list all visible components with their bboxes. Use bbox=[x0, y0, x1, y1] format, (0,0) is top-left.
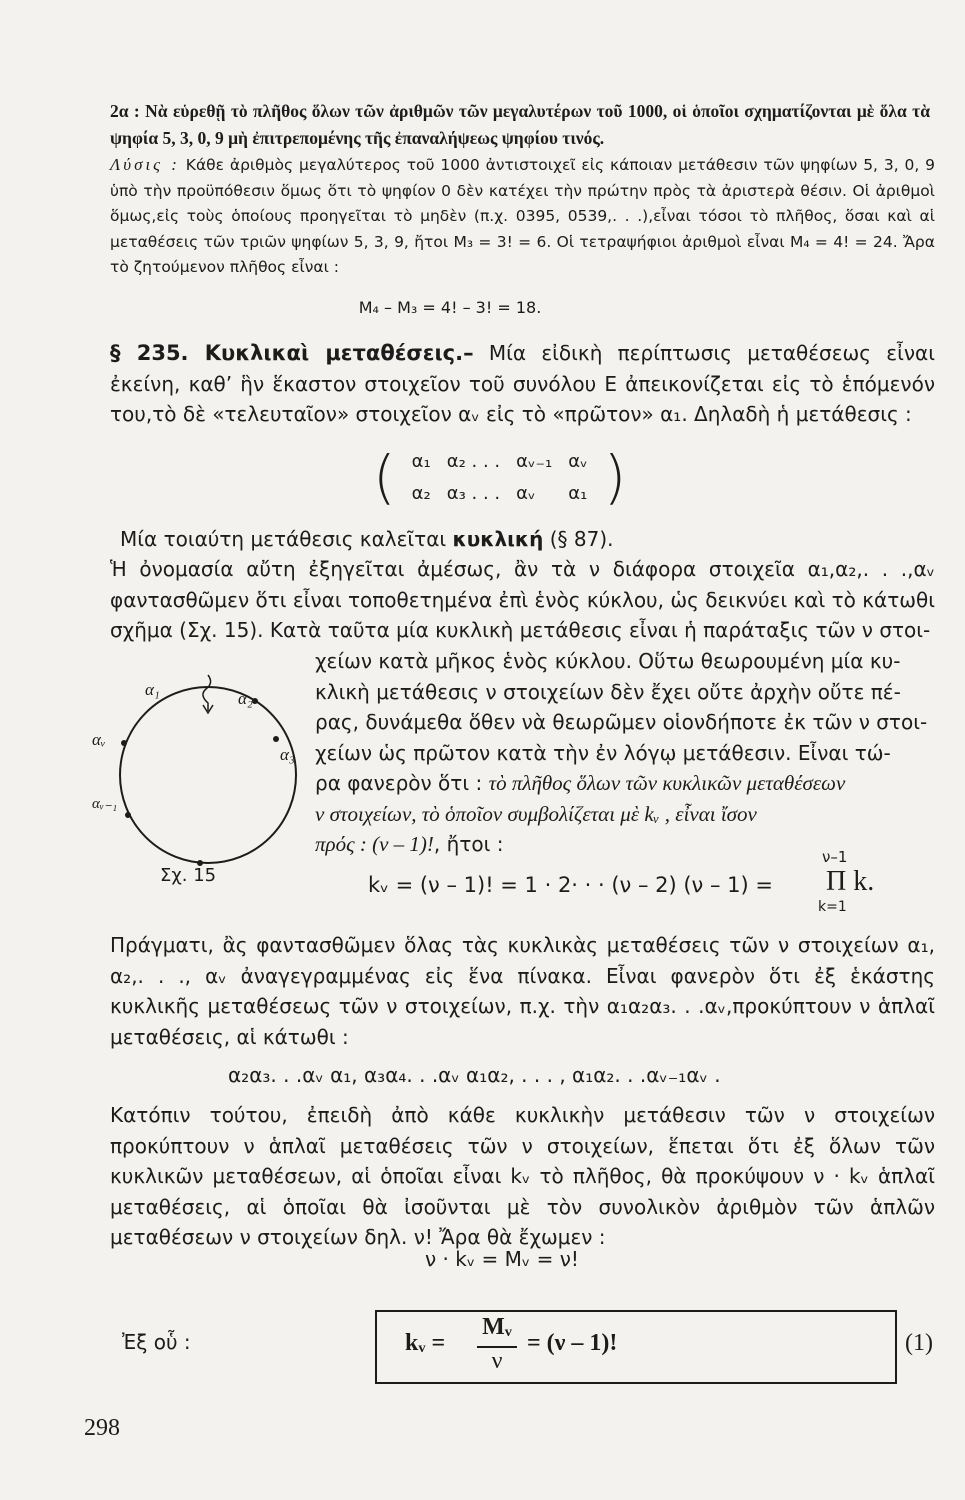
label-av: αᵥ bbox=[92, 730, 106, 749]
wrapped-text: χείων κατὰ μῆκος ἑνὸς κύκλου. Οὕτω θεωρουμένη μία κυ- κλικὴ μετάθεσις ν στοιχείων δὲν ἔχει οὔτε ἀρχὴν οὔτε πέ- ρας, δυνάμεθα ὅθεν νὰ θεωρῶμεν οἱονδήποτε ἐκ τῶν ν στοι- χείων ὡς πρῶτον κατὰ τὴν ἐν λόγῳ μετάθεσιν. Εἶναι τώ- ρα φανερὸν ὅτι : τὸ πλῆθος ὅλων τῶν κυκλικῶν μεταθέσεων ν στοιχείων, τὸ ὁποῖον συμβολίζεται μὲ kᵥ , εἶναι ἴσον πρός : (ν – 1)!, ἤτοι : bbox=[315, 649, 928, 856]
boxed-formula bbox=[375, 1310, 897, 1384]
list-equation: α₂α₃. . .αᵥ α₁, α₃α₄. . .αᵥ α₁α₂, . . . , α₁α₂. . .αᵥ₋₁αᵥ . bbox=[228, 1063, 721, 1087]
final-denominator: ν bbox=[491, 1348, 503, 1374]
matrix-cell: α₁ bbox=[568, 482, 588, 504]
definition-line: Μία τοιαύτη μετάθεσις καλεῖται κυκλική (§ 87). bbox=[120, 527, 614, 551]
left-paren: ( bbox=[373, 443, 396, 511]
final-lhs: kᵥ = bbox=[405, 1330, 446, 1356]
label-a3: α₃ bbox=[280, 745, 295, 764]
matrix-cell: α₃ . . . bbox=[446, 482, 501, 504]
section-intro: Μία εἰδικὴ περίπτωσις μεταθέσεως εἶναι ἐκείνη, καθ’ ἣν ἕκαστον στοιχεῖον τοῦ συνόλου E ἀπεικονίζεται εἰς τὸ ἑπόμενόν του,τὸ δὲ «τελευταῖον» στοιχεῖον αᵥ εἰς τὸ «πρῶτον» α₁. Δηλαδὴ ἡ μετάθεσις : bbox=[110, 341, 935, 426]
label-av-1: αᵥ₋₁ bbox=[92, 796, 118, 812]
permutation-matrix bbox=[365, 445, 634, 509]
naming-paragraph: Ἡ ὀνομασία αὔτη ἐξηγεῖται ἀμέσως, ἂν τὰ ν διάφορα στοιχεῖα α₁,α₂,. . .,αᵥ φαντασθῶμεν ὅτι εἶναι τοποθετημένα ἐπὶ ἑνὸς κύκλου, ὡς δεικνύει καὶ τὸ κάτωθι σχῆμα (Σχ. 15). Κατὰ ταῦτα μία κυκλικὴ μετάθεσις εἶναι ἡ παράταξις τῶν ν στοι- bbox=[110, 557, 935, 642]
solution-label: Λύσις : bbox=[110, 155, 180, 174]
figure-point bbox=[252, 698, 258, 704]
solution-paragraph bbox=[110, 152, 935, 281]
exercise-label: 2α : bbox=[110, 101, 140, 121]
proof-paragraph: Πράγματι, ἂς φαντασθῶμεν ὅλας τὰς κυκλικὰς μεταθέσεις τῶν ν στοιχείων α₁, α₂,. . ., αᵥ ἀναγεγραμμένας εἰς ἕνα πίνακα. Εἶναι φανερὸν ὅτι ἐξ ἑκάστης κυκλικῆς μεταθέσεως τῶν ν στοιχείων, π.χ. τὴν α₁α₂α₃. . .αᵥ,προκύπτουν ν ἁπλαῖ μεταθέσεις, αἱ κάτωθι : bbox=[110, 933, 935, 1049]
equation-number: (1) bbox=[905, 1330, 933, 1356]
count-paragraph: Κατόπιν τούτου, ἐπειδὴ ἀπὸ κάθε κυκλικὴν μετάθεσιν τῶν ν στοιχείων προκύπτουν ν ἁπλαῖ μεταθέσεις τῶν ν στοιχείων, ἕπεται ὅτι ἐξ ὅλων τῶν κυκλικῶν μεταθέσεων, αἱ ὁποῖαι εἶναι kᵥ τὸ πλῆθος, θὰ προκύψουν ν · kᵥ ἁπλαῖ μεταθέσεις, αἱ ὁποῖαι θὰ ἰσοῦνται μὲ τὸν συνολικὸν ἀριθμὸν τῶν ἁπλῶν μεταθέσεων ν στοιχείων δηλ. ν! Ἄρα θὰ ἔχωμεν : bbox=[110, 1103, 935, 1249]
matrix-cell: α₂ bbox=[411, 482, 431, 504]
matrix-cell: α₁ bbox=[411, 450, 431, 472]
final-prefix: Ἐξ οὗ : bbox=[122, 1330, 191, 1354]
matrix-cell: αᵥ₋₁ bbox=[516, 450, 553, 472]
figure-point bbox=[121, 740, 127, 746]
figure-point bbox=[273, 736, 279, 742]
matrix-cell: α₂ . . . bbox=[446, 450, 501, 472]
product-symbol: Π k. bbox=[826, 866, 875, 897]
nk-equation: ν · kᵥ = Mᵥ = ν! bbox=[425, 1247, 579, 1271]
section-235 bbox=[110, 338, 935, 430]
k-formula: kᵥ = (ν – 1)! = 1 · 2· · · (ν – 2) (ν – 1) = bbox=[368, 873, 773, 897]
matrix-cell: αᵥ bbox=[516, 482, 536, 504]
theorem-text: τὸ πλῆθος ὅλων τῶν κυκλικῶν μεταθέσεων bbox=[488, 771, 846, 795]
product-lower: k=1 bbox=[818, 899, 847, 915]
exercise-heading bbox=[110, 98, 930, 152]
final-rhs: = (ν – 1)! bbox=[527, 1330, 618, 1356]
section-title: § 235. Κυκλικαὶ μεταθέσεις.– bbox=[110, 341, 474, 365]
label-a1: α₁ bbox=[145, 680, 160, 699]
matrix-cell: αᵥ bbox=[568, 450, 588, 472]
label-a2: α₂ bbox=[238, 689, 253, 708]
exercise-text: Νὰ εὑρεθῇ τὸ πλῆθος ὅλων τῶν ἀριθμῶν τῶν μεγαλυτέρων τοῦ 1000, οἱ ὁποῖοι σχηματίζονται μὲ ὅλα τὰ ψηφία 5, 3, 0, 9 μὴ ἐπιτρεπομένης τῆς ἐπαναλήψεως ψηφίου τινός. bbox=[110, 101, 931, 148]
figure-point bbox=[125, 812, 131, 818]
product-upper: ν–1 bbox=[822, 848, 848, 866]
cycle-figure bbox=[92, 665, 300, 895]
solution-text: Κάθε ἀριθμὸς μεγαλύτερος τοῦ 1000 ἀντιστοιχεῖ εἰς κάποιαν μετάθεσιν τῶν ψηφίων 5, 3, 0, 9 ὑπὸ τὴν προϋπόθεσιν ὅμως ὅτι τὸ ψηφίον 0 δὲν κατέχει τὴν πρώτην πρὸς τὰ ἀριστερὰ θέσιν. Οἱ ἀριθμοὶ ὅμως,εἰς τοὺς ὁποίους προηγεῖται τὸ μηδὲν (π.χ. 0395, 0539,. . .),εἶναι τόσοι τὸ πλῆθος, ὅσαι καὶ αἱ μεταθέσεις τῶν τριῶν ψηφίων 5, 3, 9, ἤτοι M₃ = 3! = 6. Οἱ τετραψήφιοι ἀριθμοὶ εἶναι M₄ = 4! = 24. Ἄρα τὸ ζητούμενον πλῆθος εἶναι : bbox=[110, 156, 935, 277]
figure-caption: Σχ. 15 bbox=[160, 865, 217, 886]
page-number: 298 bbox=[84, 1415, 120, 1441]
solution-result: M₄ – M₃ = 4! – 3! = 18. bbox=[358, 298, 542, 317]
right-paren: ) bbox=[603, 443, 627, 511]
final-numerator: Mᵥ bbox=[482, 1314, 512, 1340]
term-cyclic: κυκλική bbox=[452, 527, 544, 551]
